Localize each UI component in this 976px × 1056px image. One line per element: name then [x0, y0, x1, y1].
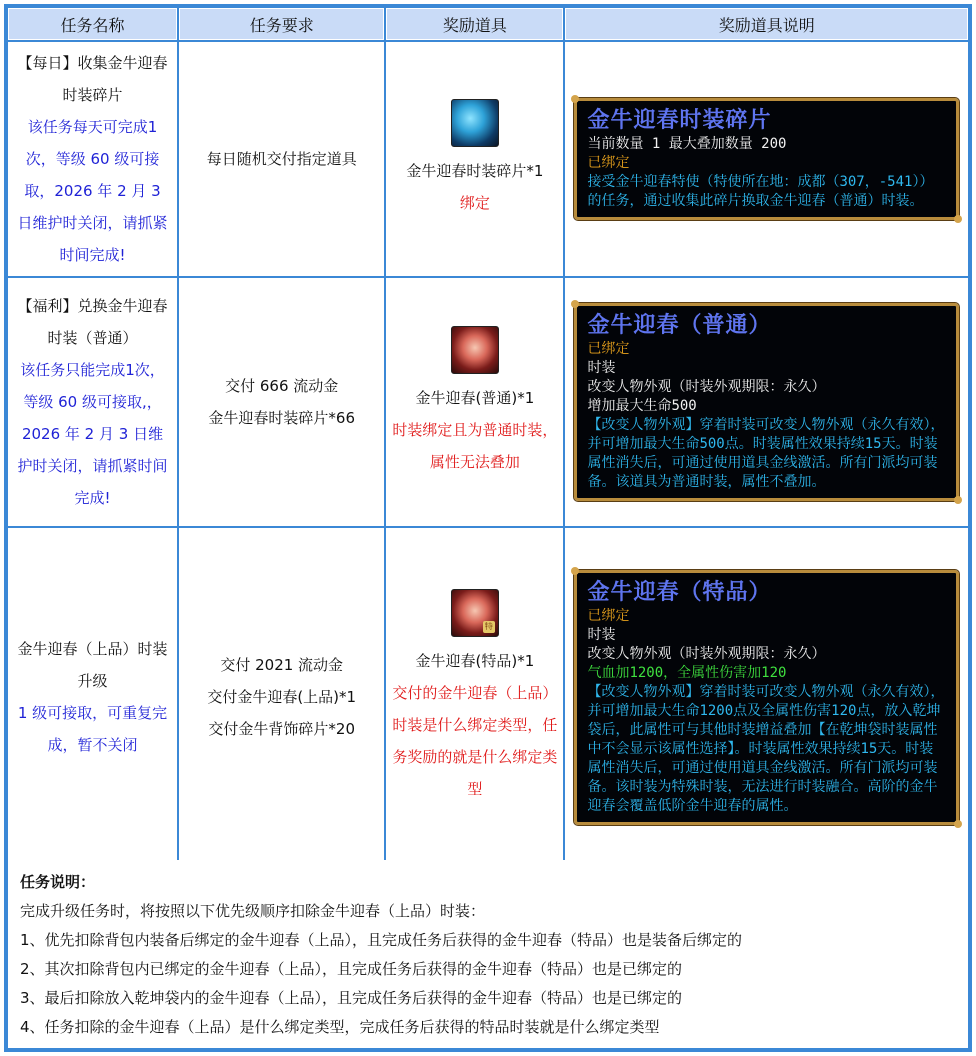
task-note: 该任务只能完成1次，等级 60 级可接取,，2026 年 2 月 3 日维护时关闭，请抓紧时间完成! [17, 361, 168, 507]
task-note: 1 级可接取，可重复完成，暂不关闭 [17, 704, 168, 754]
task-requirement-cell [179, 278, 384, 526]
reward-name: 金牛迎春(特品)*1 [415, 652, 535, 670]
table-row [8, 528, 968, 866]
tooltip-title: 金牛迎春（特品） [587, 579, 772, 605]
reward-cell [386, 278, 563, 526]
reward-bind-note: 时装绑定且为普通时装，属性无法叠加 [392, 421, 558, 471]
task-name-cell [8, 528, 177, 866]
task-notes [8, 860, 968, 1048]
tooltip-line: 时装 [587, 360, 616, 376]
notes-item: 1、优先扣除背包内装备后绑定的金牛迎春（上品），且完成任务后获得的金牛迎春（特品）也是装备后绑定的 [20, 931, 743, 949]
header-task-requirement: 任务要求 [179, 8, 384, 40]
reward-cell [386, 528, 563, 866]
requirement-line: 金牛迎春时装碎片*66 [208, 409, 355, 427]
tooltip-title: 金牛迎春时装碎片 [587, 108, 772, 133]
requirement-line: 每日随机交付指定道具 [206, 150, 357, 168]
tooltip-line: 接受金牛迎春特使（特使所在地：成都（307，-541））的任务，通过收集此碎片换取金牛迎春（普通）时装。 [587, 174, 934, 209]
task-name: 【每日】收集金牛迎春时装碎片 [17, 54, 168, 104]
requirement-line: 交付 2021 流动金 [220, 656, 344, 674]
item-tooltip [574, 303, 959, 501]
task-name: 金牛迎春（上品）时装升级 [17, 640, 168, 690]
special-badge: 特 [484, 622, 493, 631]
task-name-cell [8, 278, 177, 526]
tooltip-line: 当前数量 1 最大叠加数量 200 [587, 136, 787, 152]
tooltip-line: 已绑定 [587, 607, 630, 624]
tooltip-line: 时装 [587, 626, 616, 643]
tooltip-line: 改变人物外观（时装外观期限：永久） [587, 645, 826, 662]
item-tooltip [574, 570, 959, 825]
special-costume-icon[interactable] [451, 589, 499, 637]
shard-icon[interactable] [451, 99, 499, 147]
reward-name: 金牛迎春时装碎片*1 [406, 162, 544, 180]
header-task-name: 任务名称 [8, 8, 177, 40]
reward-tooltip-cell [565, 278, 968, 526]
tooltip-line: 已绑定 [587, 341, 630, 357]
tooltip-line: 增加最大生命500 [587, 398, 697, 414]
tooltip-line: 改变人物外观（时装外观期限：永久） [587, 379, 826, 395]
reward-cell [386, 42, 563, 276]
requirement-line: 交付 666 流动金 [225, 377, 339, 395]
notes-item: 4、任务扣除的金牛迎春（上品）是什么绑定类型，完成任务后获得的特品时装就是什么绑定类型 [20, 1018, 660, 1036]
table-row [8, 42, 968, 276]
table-header-row [8, 8, 968, 40]
notes-heading: 任务说明： [20, 873, 96, 891]
task-name-cell [8, 42, 177, 276]
quest-table-frame [4, 4, 972, 1052]
table-row [8, 278, 968, 526]
reward-bind-note: 绑定 [459, 194, 490, 212]
task-requirement-cell [179, 528, 384, 866]
costume-icon[interactable] [451, 326, 499, 374]
task-note: 该任务每天可完成1次，等级 60 级可接取，2026 年 2 月 3 日维护时关闭，请抓紧时间完成! [17, 118, 168, 264]
tooltip-line: 【改变人物外观】穿着时装可改变人物外观（永久有效），并可增加最大生命500点。时装属性效果持续15天。时装属性消失后，可通过使用道具金线激活。所有门派均可装备。该道具为普通时装，属性不叠加。 [587, 417, 945, 490]
reward-bind-note: 交付的金牛迎春（上品）时装是什么绑定类型，任务奖励的就是什么绑定类型 [392, 684, 558, 798]
header-reward-description: 奖励道具说明 [565, 8, 968, 40]
reward-name: 金牛迎春(普通)*1 [415, 389, 535, 407]
tooltip-line: 已绑定 [587, 155, 630, 171]
tooltip-line: 气血加1200，全属性伤害加120 [587, 664, 787, 681]
notes-item: 2、其次扣除背包内已绑定的金牛迎春（上品），且完成任务后获得的金牛迎春（特品）也是已绑定的 [20, 960, 683, 978]
quest-table [6, 6, 970, 868]
reward-tooltip-cell [565, 528, 968, 866]
requirement-line: 交付金牛迎春(上品)*1 [207, 688, 357, 706]
item-tooltip [574, 98, 959, 220]
tooltip-line: 【改变人物外观】穿着时装可改变人物外观（永久有效），并可增加最大生命1200点及全属性伤害120点，放入乾坤袋后，此属性可与其他时装增益叠加【在乾坤袋时装属性中不会显示该属性选择】。时装属性效果持续15天。时装属性消失后，可通过使用道具金线激活。所有门派均可装备。该时装为特殊时装，无法进行时装融合。高阶的金牛迎春会覆盖低阶金牛迎春的属性。 [587, 683, 945, 814]
notes-item: 3、最后扣除放入乾坤袋内的金牛迎春（上品），且完成任务后获得的金牛迎春（特品）也是已绑定的 [20, 989, 683, 1007]
notes-intro: 完成升级任务时，将按照以下优先级顺序扣除金牛迎春（上品）时装： [20, 902, 486, 920]
task-requirement-cell [179, 42, 384, 276]
tooltip-title: 金牛迎春（普通） [587, 313, 772, 338]
header-reward-item: 奖励道具 [386, 8, 563, 40]
reward-tooltip-cell [565, 42, 968, 276]
task-name: 【福利】兑换金牛迎春时装（普通） [17, 297, 168, 347]
requirement-line: 交付金牛背饰碎片*20 [208, 720, 355, 738]
